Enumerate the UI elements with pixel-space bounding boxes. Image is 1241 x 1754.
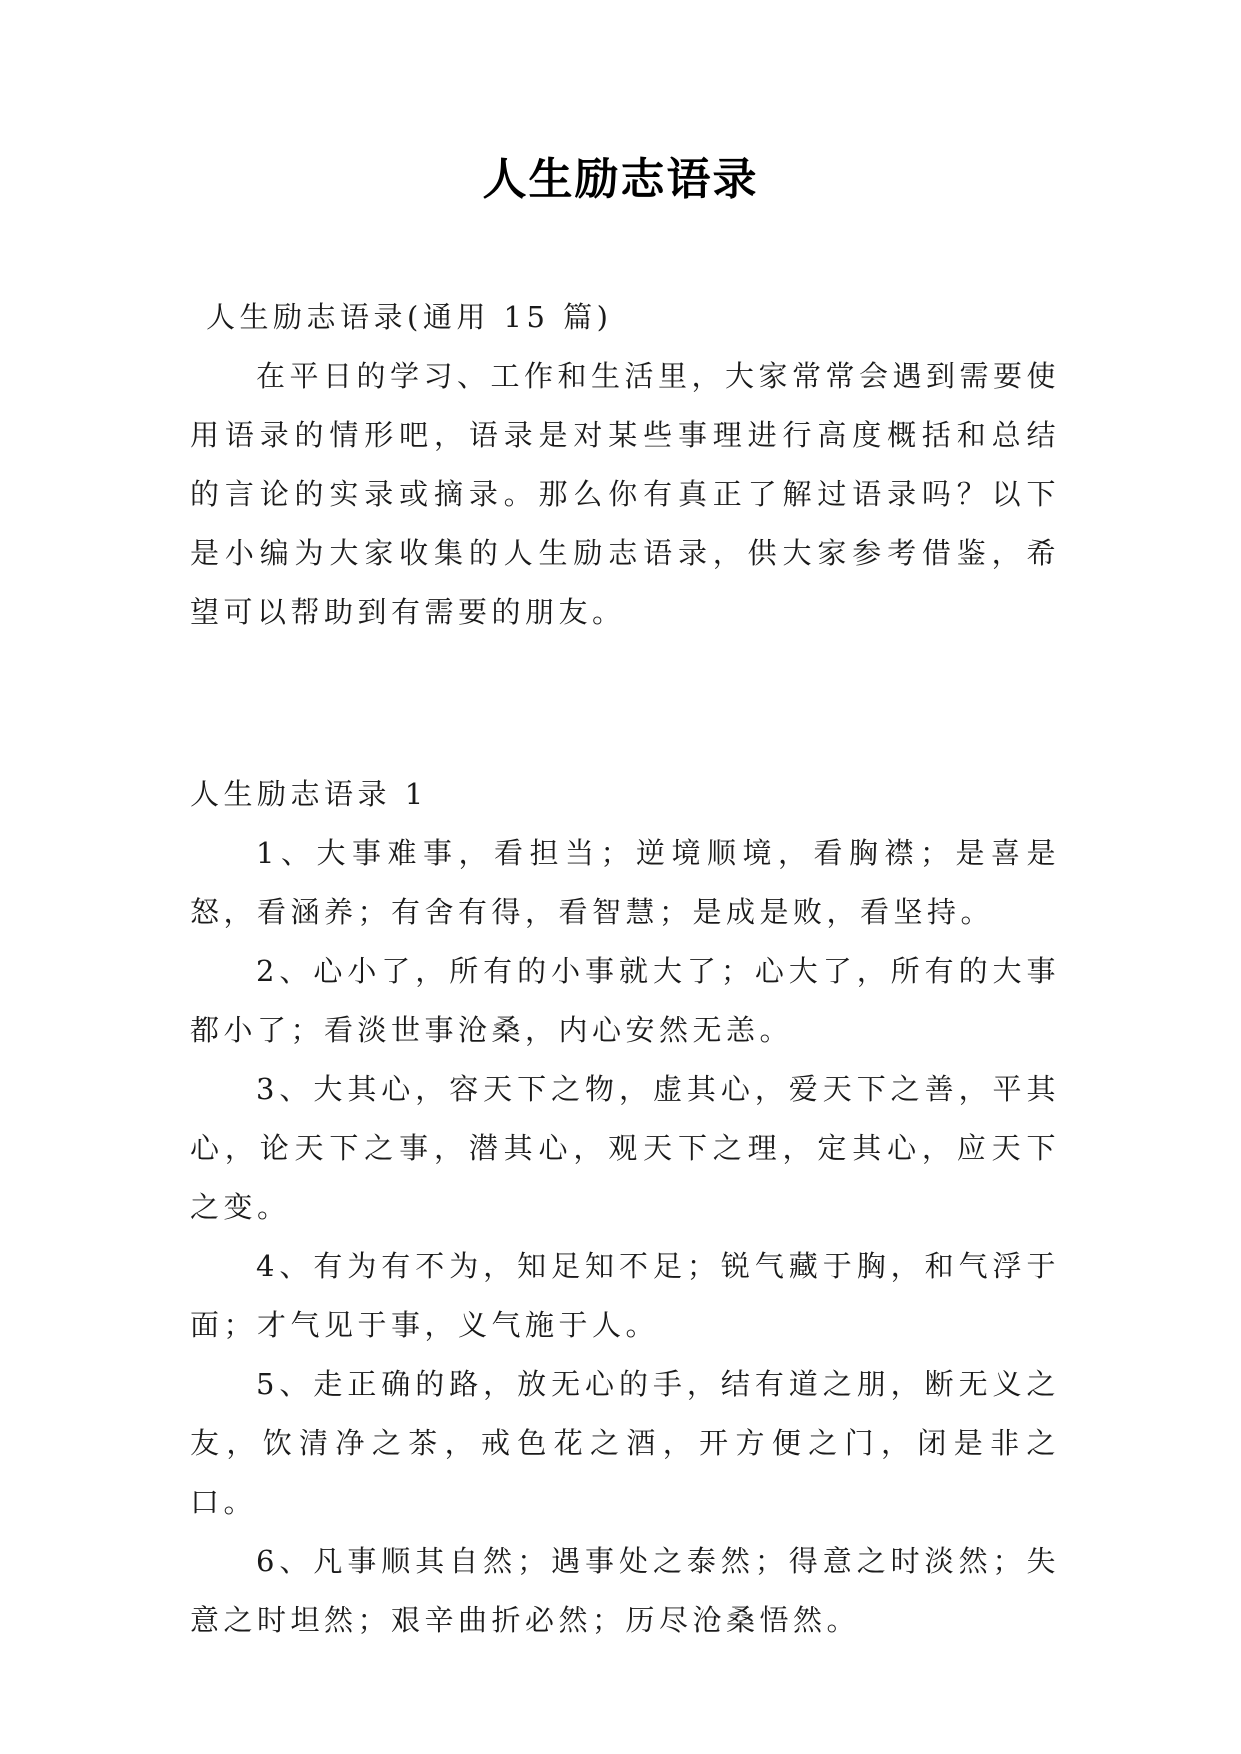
document-body [190,288,1060,1650]
intro-paragraph: 在平日的学习、工作和生活里，大家常常会遇到需要使用语录的情形吧，语录是对某些事理进行高度概括和总结的言论的实录或摘录。那么你有真正了解过语录吗？以下是小编为大家收集的人生励志语录，供大家参考借鉴，希望可以帮助到有需要的朋友。 [190,359,1061,629]
quote-paragraph: 1、大事难事，看担当；逆境顺境，看胸襟；是喜是怒，看涵养；有舍有得，看智慧；是成是败，看坚持。 [190,836,1060,929]
section-heading: 人生励志语录 1 [190,777,428,811]
quote-paragraph: 4、有为有不为，知足知不足；锐气藏于胸，和气浮于面；才气见于事，义气施于人。 [190,1249,1060,1342]
document-subtitle: 人生励志语录(通用 15 篇) [206,300,613,334]
section-spacer [190,642,1060,765]
document-title: 人生励志语录 [482,154,759,205]
quote-paragraph: 5、走正确的路，放无心的手，结有道之朋，断无义之友，饮清净之茶，戒色花之酒，开方便之门，闭是非之口。 [190,1367,1060,1519]
quote-paragraph: 6、凡事顺其自然；遇事处之泰然；得意之时淡然；失意之时坦然；艰辛曲折必然；历尽沧桑悟然。 [190,1544,1060,1637]
quote-paragraph: 2、心小了，所有的小事就大了；心大了，所有的大事都小了；看淡世事沧桑，内心安然无恙。 [190,954,1060,1047]
quote-paragraph: 3、大其心，容天下之物，虚其心，爱天下之善，平其心，论天下之事，潜其心，观天下之理，定其心，应天下之变。 [190,1072,1060,1224]
